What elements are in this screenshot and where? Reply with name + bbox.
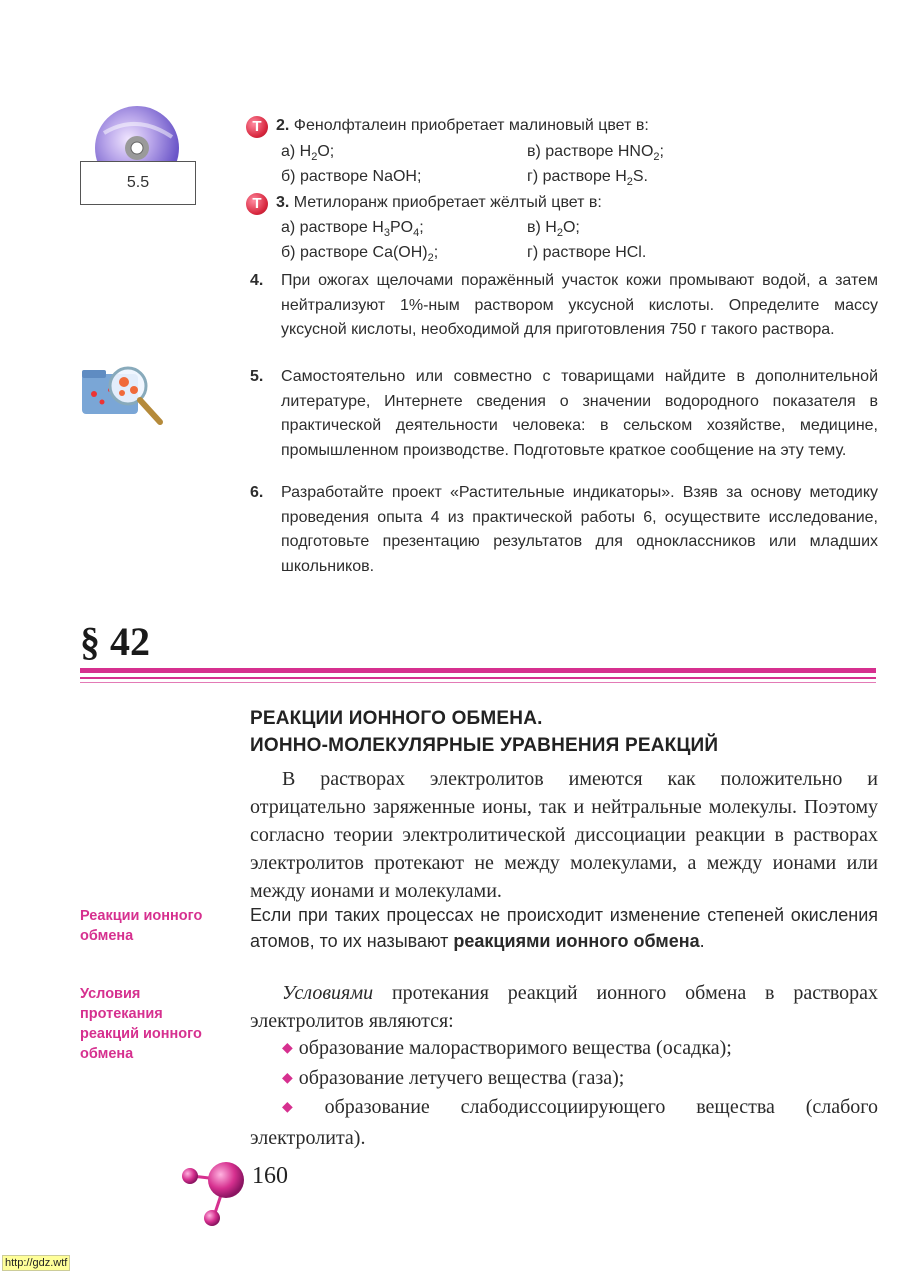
list-item: ◆ образование летучего вещества (газа); [282, 1067, 625, 1089]
question-number: 4. [250, 272, 264, 289]
question-5 [250, 365, 878, 463]
question-2 [276, 114, 649, 139]
question-number: 5. [250, 368, 264, 385]
question-number: 2. [276, 117, 290, 134]
source-url-link[interactable]: http://gdz.wtf [2, 1255, 70, 1271]
diamond-bullet-icon: ◆ [282, 1071, 293, 1086]
molecule-decoration-icon [178, 1158, 248, 1230]
question-text: При ожогах щелочами поражённый участок кожи промывают водой, а затем нейтрализуют 1%-ным раствором уксусной кислоты. Определите массу уксусной кислоты, необходимой для приготовления 750 г такого раствора. [281, 272, 878, 338]
option-g: г) растворе HCl. [527, 244, 647, 261]
question-text: Фенолфталеин приобретает малиновый цвет в: [293, 117, 649, 134]
diamond-bullet-icon: ◆ [282, 1041, 293, 1056]
cd-label-box [80, 161, 196, 205]
definition-term: реакциями ионного обмена [453, 931, 700, 951]
option-a: а) растворе $H_3PO_4$; [281, 219, 424, 240]
question-4 [250, 269, 878, 343]
conditions-text: протекания реакций ионного обмена в растворах электролитов являются: [250, 982, 879, 1032]
question-text: Самостоятельно или совместно с товарищами найдите в дополнительной литературе, Интернете сведения о значении водородного показателя в практической деятельности человека: в сельском хозяйстве, медицине, промышленном производстве. Подготовьте краткое сообщение на эту тему. [281, 368, 878, 459]
section-title [250, 705, 718, 759]
cd-label: 5.5 [126, 174, 150, 191]
option-a: а) $H_2O$; [281, 143, 335, 164]
paragraph-conditions [250, 979, 878, 1035]
question-text: Разработайте проект «Растительные индикаторы». Взяв за основу методику проведения опыта 4 из практической работы 6, осуществите исследование, подготовьте презентацию результатов для одноклассников или младших школьников. [281, 484, 878, 575]
section-number: § 42 [80, 619, 150, 664]
diamond-bullet-icon: ◆ [282, 1100, 319, 1115]
option-b: б) растворе $Ca(OH)_2$; [281, 244, 439, 265]
question-6 [250, 481, 878, 579]
question-number: 3. [276, 194, 290, 211]
option-v: в) растворе $HNO_2$; [527, 143, 664, 164]
conditions-term: Условиями [282, 982, 374, 1004]
section-title-line: ИОННО-МОЛЕКУЛЯРНЫЕ УРАВНЕНИЯ РЕАКЦИЙ [250, 735, 719, 756]
test-badge-icon: Т [246, 116, 268, 138]
test-badge-icon: Т [246, 193, 268, 215]
section-title-line: РЕАКЦИИ ИОННОГО ОБМЕНА. [250, 708, 543, 729]
paragraph-definition: Если при таких процессах не происходит изменение степеней окисления атомов, то их называют реакциями ионного обмена. [250, 905, 878, 951]
margin-note-conditions: Условия протекания реакций ионного обмена [80, 986, 202, 1062]
research-magnifier-icon [80, 360, 170, 432]
option-b: б) растворе NaOH; [281, 168, 422, 185]
section-divider [80, 677, 876, 679]
page-number: 160 [252, 1163, 288, 1189]
question-text: Метилоранж приобретает жёлтый цвет в: [293, 194, 602, 211]
paragraph-intro: В растворах электролитов имеются как положительно и отрицательно заряженные ионы, так и нейтральные молекулы. Поэтому согласно теории электролитической диссоциации реакции в растворах электролитов протекают не между молекулами, а между ионами или между ионами и молекулами. [250, 768, 878, 902]
option-v: в) $H_2O$; [527, 219, 580, 240]
question-number: 6. [250, 484, 264, 501]
section-divider [80, 668, 876, 673]
list-item: ◆ образование малорастворимого вещества (осадка); [282, 1037, 732, 1059]
margin-note-ion-exchange: Реакции ионного обмена [80, 908, 203, 944]
definition-text: Если при таких процессах не происходит изменение степеней окисления атомов, то их называют [250, 905, 878, 951]
section-divider [80, 682, 876, 683]
question-3 [276, 191, 602, 216]
list-item: ◆ образование слабодиссоциирующего вещества (слабого электролита). [250, 1096, 878, 1149]
option-g: г) растворе $H_2S$. [527, 168, 648, 189]
